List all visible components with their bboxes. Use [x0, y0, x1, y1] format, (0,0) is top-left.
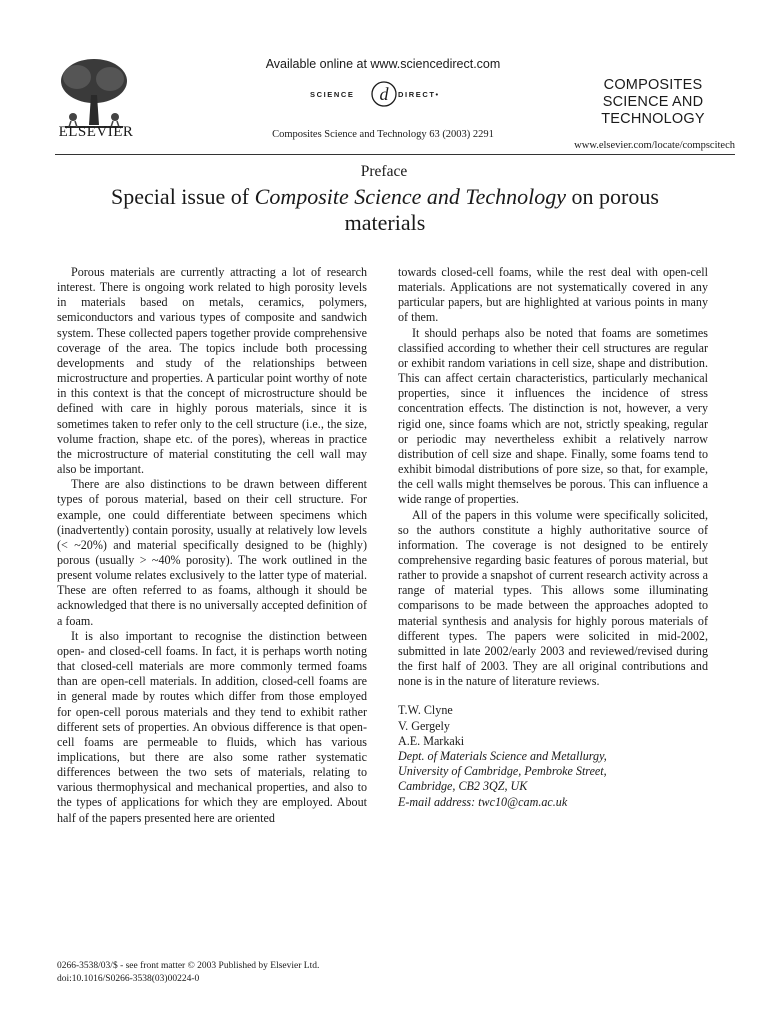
sd-science-text: SCIENCE — [310, 90, 355, 99]
title-tail: on porous materials — [344, 184, 659, 235]
affiliation-line: Dept. of Materials Science and Metallurgy, — [398, 748, 607, 763]
journal-title — [583, 77, 723, 128]
sd-direct-text: DIRECT• — [398, 90, 440, 99]
affiliation-line: University of Cambridge, Pembroke Street, — [398, 764, 607, 779]
journal-title-line: SCIENCE AND — [602, 94, 704, 110]
title-journal-name: Composite Science and Technology — [254, 184, 567, 209]
journal-reference: Composites Science and Technology 63 (2003) 2291 — [272, 129, 494, 140]
sciencedirect-logo — [300, 80, 470, 110]
journal-url-link[interactable]: www.elsevier.com/locate/compscitech — [574, 140, 735, 151]
body-paragraph: It should perhaps also be noted that foams are sometimes classified according to whether their cell structures are regular or exhibit random variations in cell size, shape and distribution. This can affect certain characteristics, particularly mechanical properties, since it influences the incidence of stress concentration effects. The distinction is not, however, a very rigid one, since foams which are not, strictly speaking, regular or periodic may nevertheless exhibit a relatively narrow distribution of cell size and shape. Finally, some foams tend to exhibit bimodal distributions of pore size, so that, for example, the cell walls might themselves be porous. This can influence a wide range of properties. — [398, 325, 708, 507]
right-column — [398, 265, 708, 810]
body-paragraph: It is also important to recognise the distinction between open- and closed-cell foams. In fact, it is perhaps worth noting that closed-cell materials are more commonly termed foams than are open-cell materials. In addition, closed-cell foams are in general made by routes which differ from those employed for open-cell porous materials and they tend to exhibit rather different sets of properties. An obvious difference is that open-cell foams are permeable to fluids, which has various implications, but there are also some rather systematic differences between the two sets of materials, relating to various thermophysical and mechanical properties, and also to the types of applications for which they are employed. About half of the papers presented here are oriented — [57, 628, 367, 825]
affiliation-line: Cambridge, CB2 3QZ, UK — [398, 779, 528, 794]
body-paragraph: Porous materials are currently attracting a lot of research interest. There is ongoing work related to high porosity levels in materials based on metals, ceramics, polymers, semiconductors and various types of composite and sandwich system. These collected papers together provide comprehensive coverage of the area. The topics include both processing developments and study of the relationships between microstructure and properties. A particular point worthy of note in this context is that the concept of microstructure should be defined with care in highly porous materials, since it is sometimes taken to refer only to the cell structure (i.e., the size, volume fraction, shape etc. of the pores), whereas in practice the microstructure of material constituting the cell wall may also be important. — [57, 265, 367, 477]
article-title — [90, 184, 680, 236]
footer-copyright — [57, 960, 457, 985]
body-paragraph: towards closed-cell foams, while the rest deal with open-cell materials. Applications are not systematically covered in any particular papers, but are highlighted at various points in many of them. — [398, 265, 708, 325]
journal-title-line: COMPOSITES — [603, 77, 703, 93]
sd-d-glyph: d — [379, 84, 389, 104]
publisher-wordmark: ELSEVIER — [58, 124, 134, 140]
section-label: Preface — [360, 163, 408, 180]
left-column — [57, 265, 367, 826]
email-address[interactable]: E-mail address: twc10@cam.ac.uk — [398, 794, 568, 809]
author-name: V. Gergely — [398, 718, 450, 733]
body-paragraph: All of the papers in this volume were specifically solicited, so the authors constitute a highly authoritative source of information. The coverage is not designed to be entirely comprehensive regarding basic features of porous material, but rather to provide a snapshot of current research activity across a range of material types. This allows some illuminating comparisons to be made between the approaches adopted to material synthesis and analysis for highly porous materials of different types. The papers were solicited in mid-2002, submitted in late 2002/early 2003 and reviewed/revised during the first half of 2003. They are all original contributions and none is in the nature of literature reviews. — [398, 507, 708, 689]
author-name: A.E. Markaki — [398, 733, 465, 748]
sd-at-icon — [370, 78, 398, 113]
signoff-block — [398, 703, 708, 809]
footer-front-matter: 0266-3538/03/$ - see front matter © 2003 Published by Elsevier Ltd. — [57, 961, 320, 971]
elsevier-tree-logo — [55, 55, 133, 133]
available-online-link[interactable]: Available online at www.sciencedirect.com — [265, 57, 501, 71]
body-paragraph: There are also distinctions to be drawn between different types of porous material, based on their cell structure. For example, one could differentiate between specimens which (inadvertently) contain porosity, usually at relatively low levels (< ~20%) and material specifically designed to be (highly) porous (usually > ~40% porosity). The work outlined in the present volume relates exclusively to the latter type of material. These are often referred to as foams, although it should be acknowledged that there is no universally accepted definition of a foam. — [57, 477, 367, 628]
journal-title-line: TECHNOLOGY — [601, 111, 705, 127]
title-lead: Special issue of — [111, 184, 255, 209]
footer-doi[interactable]: doi:10.1016/S0266-3538(03)00224-0 — [57, 973, 200, 984]
header-divider — [55, 154, 735, 155]
author-name: T.W. Clyne — [398, 703, 453, 718]
